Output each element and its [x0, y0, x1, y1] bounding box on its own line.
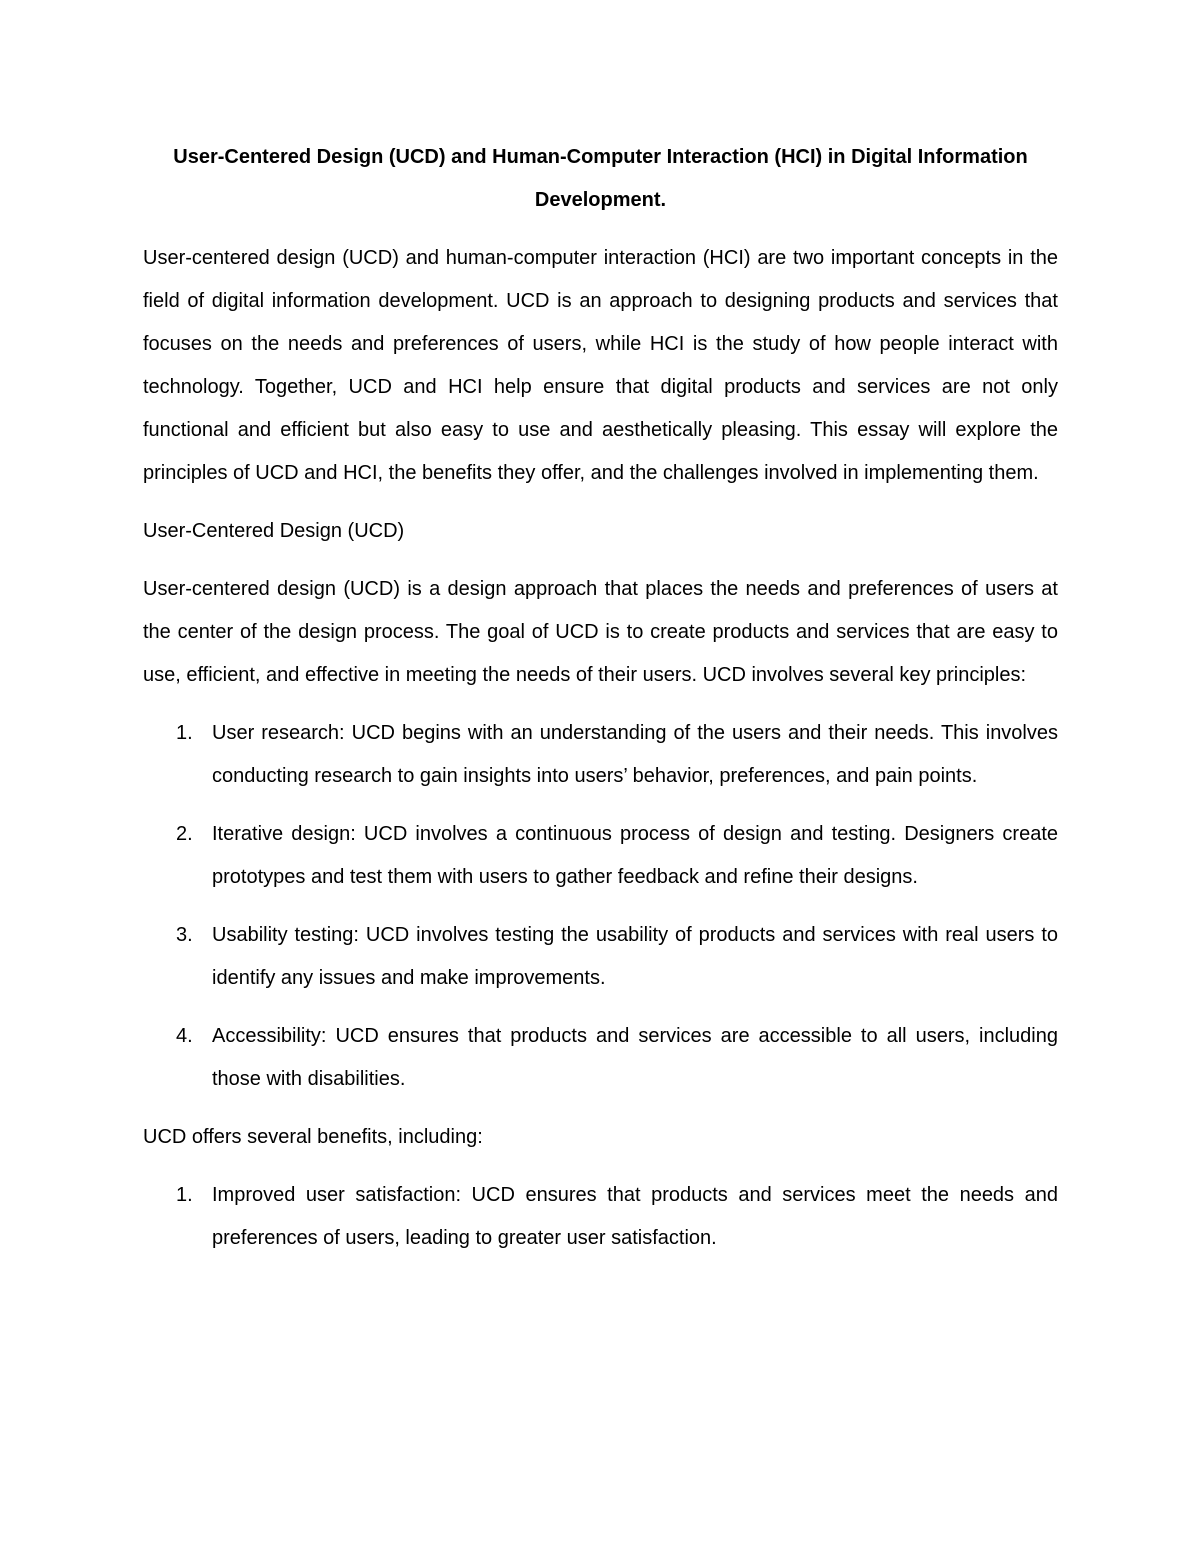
list-item [143, 1015, 1058, 1101]
benefits-heading: UCD offers several benefits, including: [143, 1126, 483, 1148]
list-item [143, 1174, 1058, 1260]
document-title: User-Centered Design (UCD) and Human-Computer Interaction (HCI) in Digital Information Development. [173, 146, 1028, 211]
list-item-text: Iterative design: UCD involves a continuous process of design and testing. Designers create prototypes and test them with users to gather feedback and refine their designs. [212, 823, 1058, 888]
intro-paragraph: User-centered design (UCD) and human-computer interaction (HCI) are two important concepts in the field of digital information development. UCD is an approach to designing products and services that focuses on the needs and preferences of users, while HCI is the study of how people interact with technology. Together, UCD and HCI help ensure that digital products and services are not only functional and efficient but also easy to use and aesthetically pleasing. This essay will explore the principles of UCD and HCI, the benefits they offer, and the challenges involved in implementing them. [143, 247, 1058, 484]
list-item-text: Improved user satisfaction: UCD ensures that products and services meet the needs and preferences of users, leading to greater user satisfaction. [212, 1184, 1058, 1249]
benefits-list [143, 1174, 1058, 1260]
list-item-text: Usability testing: UCD involves testing the usability of products and services with real users to identify any issues and make improvements. [212, 924, 1058, 989]
list-item [143, 712, 1058, 798]
list-number: 1. [176, 722, 193, 744]
list-item [143, 813, 1058, 899]
list-number: 3. [176, 924, 193, 946]
list-number: 2. [176, 823, 193, 845]
ucd-paragraph: User-centered design (UCD) is a design approach that places the needs and preferences of users at the center of the design process. The goal of UCD is to create products and services that are easy to use, efficient, and effective in meeting the needs of their users. UCD involves several key principles: [143, 578, 1058, 686]
list-item-text: User research: UCD begins with an understanding of the users and their needs. This involves conducting research to gain insights into users’ behavior, preferences, and pain points. [212, 722, 1058, 787]
list-number: 1. [176, 1184, 193, 1206]
document-content [143, 136, 1058, 1275]
list-item-text: Accessibility: UCD ensures that products and services are accessible to all users, including those with disabilities. [212, 1025, 1058, 1090]
section-heading-ucd: User-Centered Design (UCD) [143, 520, 405, 542]
list-number: 4. [176, 1025, 193, 1047]
principles-list [143, 712, 1058, 1101]
list-item [143, 914, 1058, 1000]
